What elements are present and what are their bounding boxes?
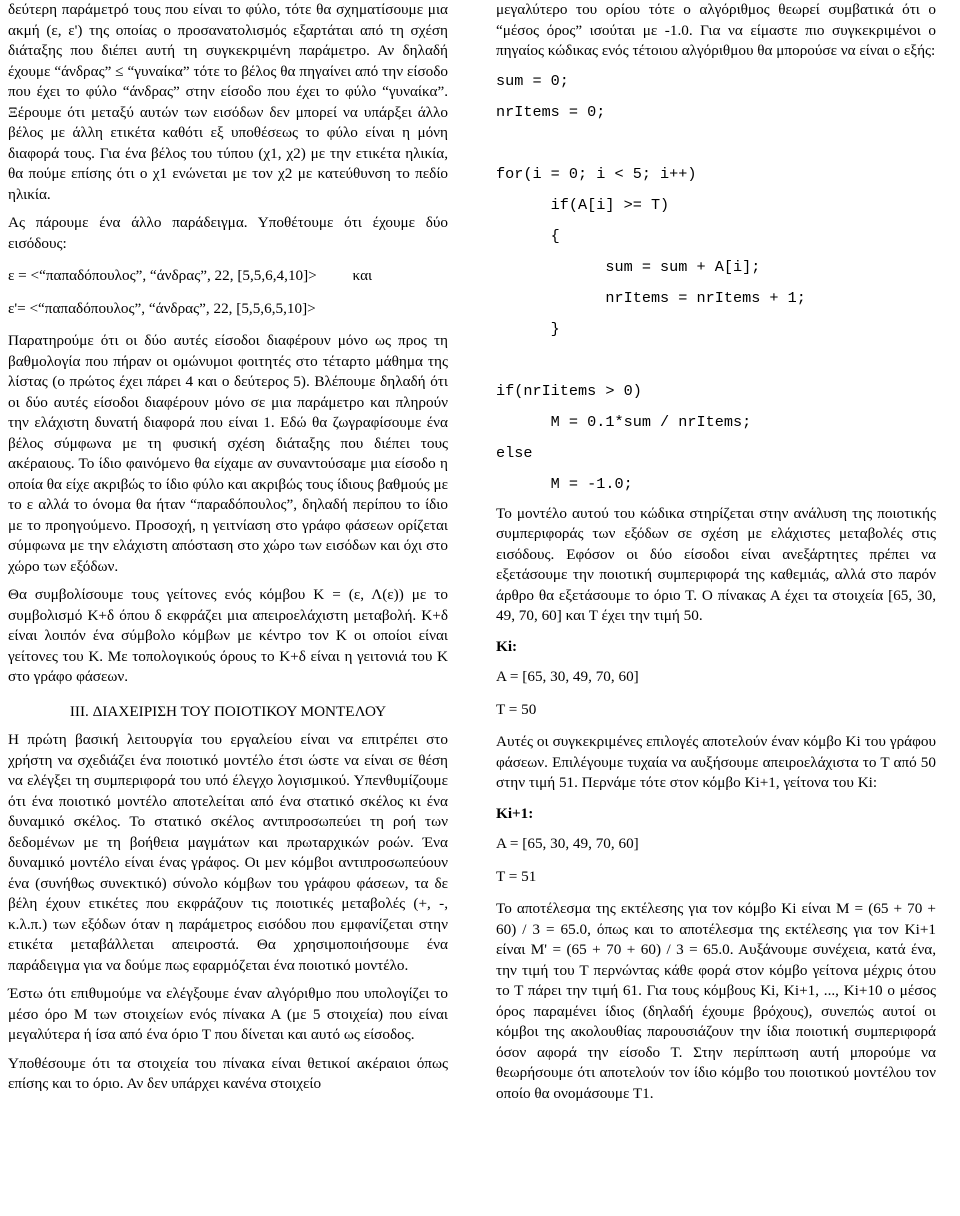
code-line: } xyxy=(496,319,560,338)
code-line: nrItems = nrItems + 1; xyxy=(496,288,806,307)
equation-e xyxy=(8,266,448,287)
equation-conjunction: και xyxy=(352,267,373,284)
paragraph: Το αποτέλεσμα της εκτέλεσης για τον κόμβο Κi είναι Μ = (65 + 70 + 60) / 3 = 65.0, όπως και το αποτέλεσμα της εκτέλεσης για τον Κi+1 είναι Μ' = (65 + 70 + 60) / 3 = 65.0. Αυξάνουμε συνέχεια, κατά ένα, την τιμή του Τ περνώντας κάθε φορά στον κόμβο γείτονα μέχρις ότου το Τ πάρει την τιμή 61. Για τους κόμβους Κi, Κi+1, ..., Κi+10 ο μέσος όρος παραμένει ίδιος (δηλαδή έχουμε βρόχους), συνεπώς αυτοί οι κόμβοι της ακολουθίας παρουσιάζουν την ίδια ποιοτική συμπεριφορά όσον αφορά την είσοδο Τ. Στην περίπτωση αυτή μπορούμε να θεωρήσουμε ότι αποτελούν τον ίδιο κόμβο του ποιοτικού μοντέλου τον οποίο θα ονομάσουμε Τ1. xyxy=(496,900,936,1102)
paragraph: Έστω ότι επιθυμούμε να ελέγξουμε έναν αλγόριθμο που υπολογίζει το μέσο όρο Μ των στοιχείων ενός πίνακα Α (με 5 στοιχεία) που είναι μεγαλύτερα ή ίσα από ένα όριο Τ που δίνεται και αυτό ως είσοδος. xyxy=(8,985,448,1043)
equation-text: ε = <“παπαδόπουλος”, “άνδρας”, 22, [5,5,6,4,10]> xyxy=(8,267,317,284)
code-line xyxy=(496,345,936,376)
paragraph: Η πρώτη βασική λειτουργία του εργαλείου είναι να επιτρέπει στο χρήστη να σχεδιάζει ένα ποιοτικό μοντέλο έτσι ώστε να είναι σε θέση να ελέγξει τη συμπεριφορά του υπό έλεγχο λογισμικού. Υπενθυμίζουμε ότι ένα ποιοτικό μοντέλο αποτελείται από ένα στατικό σκέλος κι ένα δυναμικό σκέλος. Το στατικό σκέλος αντιπροσωπεύει τη ροή των δεδομένων με τη βοήθεια μαγμάτων και πρωταρχικών ροών. Ένα δυναμικό μοντέλο είναι ένας γράφος. Οι μεν κόμβοι αντιπροσωπεύουν ένα (συνήθως συνεκτικό) σύνολο κόμβων του γράφου φάσεων, τα δε βέλη έχουν ετικέτες που εκφράζουν τις ποιοτικές μεταβολές (+, -, κ.λ.π.) των εξόδων όταν η παράμετρος εισόδου που εμφανίζεται στην ετικέτα μεταβάλλεται απειροστά. Θα χρησιμοποιήσουμε ένα παράδειγμα για να δούμε πως εφαρμόζεται ένα ποιοτικό μοντέλο. xyxy=(8,731,448,974)
code-line: if(nrIitems > 0) xyxy=(496,381,642,400)
code-line: sum = 0; xyxy=(496,71,569,90)
code-line: else xyxy=(496,443,533,462)
code-listing xyxy=(496,66,936,500)
code-line: nrItems = 0; xyxy=(496,102,606,121)
node-label-ki1: Ki+1: xyxy=(496,804,534,822)
node-value-array: A = [65, 30, 49, 70, 60] xyxy=(496,835,639,852)
right-column xyxy=(496,0,936,1112)
code-line: for(i = 0; i < 5; i++) xyxy=(496,164,697,183)
code-line: if(A[i] >= T) xyxy=(496,195,670,214)
equation-e-prime xyxy=(8,299,448,320)
node-value-threshold: T = 50 xyxy=(496,700,537,718)
paragraph: δεύτερη παράμετρό τους που είναι το φύλο, τότε θα σχηματίσουμε μια ακμή (ε, ε') της οποίας ο προσανατολισμός εξαρτάται από τη σχέση διάταξης που διέπει αυτή τη συγκεκριμένη παράμετρο. Αν δηλαδή έχουμε “άνδρας” ≤ “γυναίκα” τότε το βέλος θα πηγαίνει από την είσοδο που έχει το φύλο “άνδρας” στην είσοδο που έχει το φύλο “γυναίκα”. Ξέρουμε ότι μεταξύ αυτών των εισόδων δεν μπορεί να υπάρξει άλλο βέλος με άλλη ετικέτα καθότι εξ υποθέσεως το φύλο είναι η μόνη διαφορά τους. Για ένα βέλος του τύπου (χ1, χ2) με την ετικέτα ηλικία, θα πούμε επίσης ότι ο χ1 ενώνεται με τον χ2 με κατεύθυνση το πεδίο ηλικία. xyxy=(8,1,448,203)
paragraph: Θα συμβολίσουμε τους γείτονες ενός κόμβου Κ = (ε, Λ(ε)) με το συμβολισμό Κ+δ όπου δ εκφράζει μια απειροελάχιστη μεταβολή. Κ+δ είναι λοιπόν ένα σύμβολο κόμβων με κέντρο τον Κ οι οποίοι είναι γείτονες του Κ. Με τοπολογικούς όρους το Κ+δ είναι η γειτονιά του Κ στο γράφο φάσεων. xyxy=(8,586,448,685)
code-line xyxy=(496,128,936,159)
node-value-threshold: T = 51 xyxy=(496,867,537,885)
code-line: M = -1.0; xyxy=(496,474,633,493)
paragraph: Παρατηρούμε ότι οι δύο αυτές είσοδοι διαφέρουν μόνο ως προς τη βαθμολογία που πήραν οι ομώνυμοι φοιτητές στο τέταρτο μάθημα της λίστας (ο πρώτος έχει πάρει 4 και ο δεύτερος 5). Βλέπουμε δηλαδή ότι οι δύο αυτές είσοδοι διαφέρουν μόνο σε μια παράμετρο και πληρούν την ελάχιστη δυνατή διαφορά που είναι 1. Εδώ θα ζωγραφίσουμε ένα βέλος σύμφωνα με τη φυσική σχέση διάταξης που διέπει τους ακέραιους. Το ίδιο φαινόμενο θα είχαμε αν συναντούσαμε μια είσοδο η οποία θα είχε ακριβώς το ίδιο φύλο και ακριβώς τους ίδιους βαθμούς με το ε αλλά το όνομα θα ήταν “παραδόπουλος”, δηλαδή περίπου το ίδιο με το προηγούμενο. Προσοχή, η γειτνίαση στο γράφο φάσεων ορίζεται σύμφωνα με την ελάχιστη απόσταση στο χώρο των εισόδων και όχι στο χώρο των εξόδων. xyxy=(8,332,448,575)
paragraph: μεγαλύτερο του ορίου τότε ο αλγόριθμος θεωρεί συμβατικά ότι ο “μέσος όρος” ισούται με -1.0. Για να είμαστε πιο συγκεκριμένοι ο πηγαίος κώδικας ενός τέτοιου αλγόριθμου θα μπορούσε να είναι ο εξής: xyxy=(496,1,936,59)
paragraph: Αυτές οι συγκεκριμένες επιλογές αποτελούν έναν κόμβο Κi του γράφου φάσεων. Επιλέγουμε τυχαία να αυξήσουμε απειροελάχιστα το Τ από 50 στην τιμή 51. Περνάμε τότε στον κόμβο Κi+1, γείτονα του Κi: xyxy=(496,733,936,791)
code-line: M = 0.1*sum / nrItems; xyxy=(496,412,752,431)
node-label-ki: Ki: xyxy=(496,637,518,655)
code-line: { xyxy=(496,226,560,245)
section-heading: III. ΔΙΑΧΕΙΡΙΣΗ ΤΟΥ ΠΟΙΟΤΙΚΟΥ ΜΟΝΤΕΛΟΥ xyxy=(69,702,387,720)
paragraph: Υποθέσουμε ότι τα στοιχεία του πίνακα είναι θετικοί ακέραιοι όπως επίσης και το όριο. Αν δεν υπάρχει κανένα στοιχείο xyxy=(8,1054,448,1092)
paragraph: Ας πάρουμε ένα άλλο παράδειγμα. Υποθέτουμε ότι έχουμε δύο εισόδους: xyxy=(8,214,448,252)
left-column xyxy=(8,0,448,1103)
code-line: sum = sum + A[i]; xyxy=(496,257,761,276)
node-value-array: A = [65, 30, 49, 70, 60] xyxy=(496,668,639,685)
equation-text: ε'= <“παπαδόπουλος”, “άνδρας”, 22, [5,5,6,5,10]> xyxy=(8,299,316,317)
paragraph: Το μοντέλο αυτού του κώδικα στηρίζεται στην ανάλυση της ποιοτικής συμπεριφοράς των εξόδων σε σχέση με ελάχιστες μεταβολές στις εισόδους. Εφόσον οι δύο είσοδοι είναι ανεξάρτητες πρέπει να εξετάσουμε την ποιοτική συμπεριφορά της καθεμιάς, αλλά στο παρόν άρθρο θα εξετάσουμε το όριο Τ. Ο πίνακας Α έχει τα στοιχεία [65, 30, 49, 70, 60] και Τ έχει την τιμή 50. xyxy=(496,504,936,624)
